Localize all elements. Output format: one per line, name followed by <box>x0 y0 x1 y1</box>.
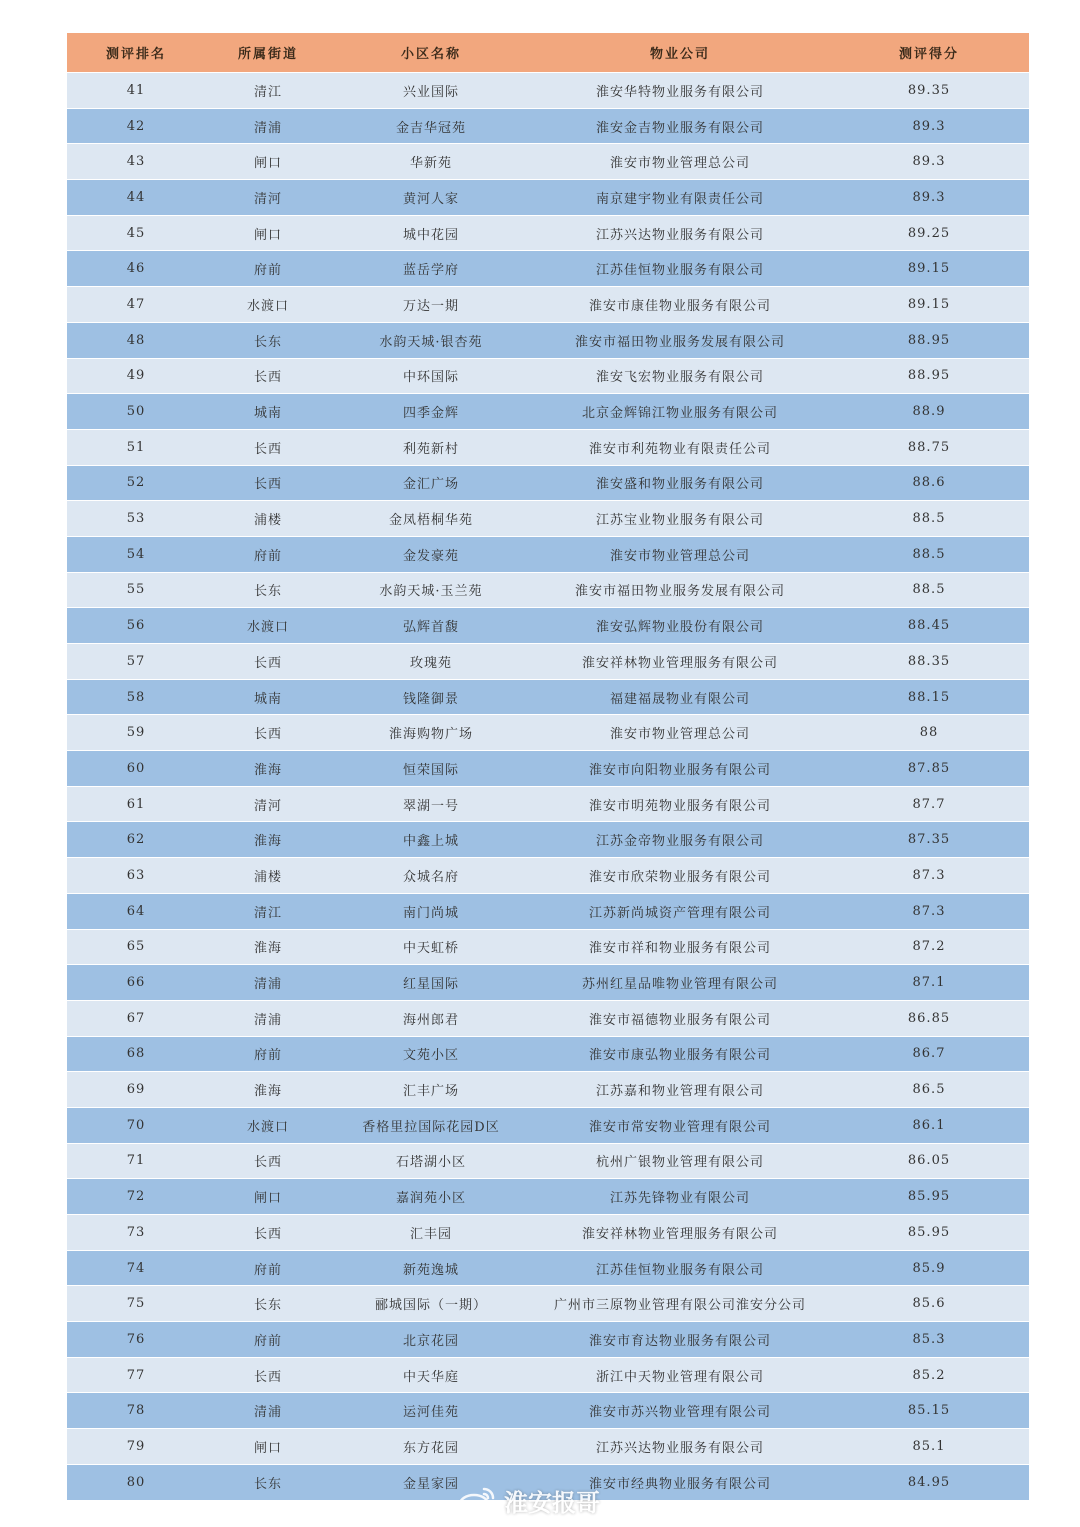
table-row <box>67 430 1029 466</box>
cell-rank: 59 <box>126 725 146 741</box>
cell-company: 江苏金帝物业服务有限公司 <box>595 834 764 850</box>
table-row <box>67 1179 1029 1215</box>
cell-rank: 79 <box>126 1438 146 1454</box>
cell-street: 浦楼 <box>253 869 282 885</box>
cell-community: 中环国际 <box>402 370 459 386</box>
cell-community: 石塔湖小区 <box>395 1155 466 1171</box>
cell-score: 89.35 <box>907 82 951 98</box>
cell-score: 86.1 <box>912 1117 946 1133</box>
cell-street: 闸口 <box>253 227 282 243</box>
cell-rank: 54 <box>126 546 146 562</box>
cell-company: 江苏兴达物业服务有限公司 <box>595 227 764 243</box>
watermark-text: 淮安报哥 <box>504 1488 600 1517</box>
table-row <box>67 359 1029 395</box>
cell-rank: 42 <box>126 118 146 134</box>
cell-company: 江苏佳恒物业服务有限公司 <box>595 263 764 279</box>
cell-score: 86.05 <box>907 1153 951 1169</box>
cell-community: 黄河人家 <box>402 191 459 207</box>
table-row <box>67 822 1029 858</box>
cell-company: 淮安市福田物业服务发展有限公司 <box>574 334 785 350</box>
cell-score: 87.3 <box>912 903 946 919</box>
cell-community: 郦城国际（一期） <box>374 1298 487 1314</box>
cell-score: 88.95 <box>907 332 951 348</box>
cell-rank: 70 <box>126 1117 146 1133</box>
cell-community: 众城名府 <box>402 869 459 885</box>
cell-community: 翠湖一号 <box>402 798 459 814</box>
cell-community: 香格里拉国际花园D区 <box>362 1119 500 1135</box>
cell-street: 长西 <box>253 370 282 386</box>
table-row <box>67 73 1029 109</box>
cell-company: 淮安市福田物业服务发展有限公司 <box>574 584 785 600</box>
table-row <box>67 715 1029 751</box>
table-row <box>67 1144 1029 1180</box>
table-row <box>67 144 1029 180</box>
cell-street: 闸口 <box>253 1191 282 1207</box>
cell-company: 淮安市物业管理总公司 <box>609 156 750 172</box>
cell-company: 淮安市苏兴物业管理有限公司 <box>588 1405 771 1421</box>
cell-rank: 64 <box>126 903 146 919</box>
cell-street: 淮海 <box>253 1084 282 1100</box>
cell-community: 红星国际 <box>402 977 459 993</box>
cell-community: 淮海购物广场 <box>388 727 473 743</box>
weibo-icon <box>458 1485 496 1515</box>
cell-street: 淮海 <box>253 834 282 850</box>
cell-rank: 58 <box>126 689 146 705</box>
cell-company: 淮安市育达物业服务有限公司 <box>588 1333 771 1349</box>
cell-community: 恒荣国际 <box>402 762 459 778</box>
cell-rank: 68 <box>126 1046 146 1062</box>
cell-score: 85.1 <box>912 1438 946 1454</box>
cell-street: 长东 <box>253 584 282 600</box>
cell-street: 淮海 <box>253 762 282 778</box>
cell-community: 新苑逸城 <box>402 1262 459 1278</box>
table-row <box>67 1037 1029 1073</box>
cell-street: 城南 <box>253 691 282 707</box>
cell-rank: 72 <box>126 1189 146 1205</box>
table-row <box>67 894 1029 930</box>
cell-score: 88.45 <box>907 618 951 634</box>
cell-score: 84.95 <box>907 1474 951 1490</box>
cell-street: 淮海 <box>253 941 282 957</box>
table-row <box>67 394 1029 430</box>
cell-score: 89.3 <box>912 118 946 134</box>
cell-company: 杭州广银物业管理有限公司 <box>595 1155 764 1171</box>
cell-company: 北京金辉锦江物业服务有限公司 <box>581 406 778 422</box>
cell-rank: 46 <box>126 261 146 277</box>
cell-score: 89.15 <box>907 296 951 312</box>
cell-street: 长西 <box>253 727 282 743</box>
cell-community: 华新苑 <box>409 156 452 172</box>
cell-rank: 47 <box>126 296 146 312</box>
cell-score: 85.95 <box>907 1224 951 1240</box>
cell-community: 兴业国际 <box>402 84 459 100</box>
cell-street: 清江 <box>253 84 282 100</box>
cell-street: 府前 <box>253 548 282 564</box>
table-row <box>67 501 1029 537</box>
table-row <box>67 1108 1029 1144</box>
table-row <box>67 1286 1029 1322</box>
cell-company: 淮安祥林物业管理服务有限公司 <box>581 1226 778 1242</box>
header-score: 测评得分 <box>898 47 959 62</box>
cell-community: 四季金辉 <box>402 406 459 422</box>
cell-company: 淮安市利苑物业有限责任公司 <box>588 441 771 457</box>
cell-score: 85.9 <box>912 1260 946 1276</box>
cell-score: 89.25 <box>907 225 951 241</box>
cell-street: 长东 <box>253 1298 282 1314</box>
cell-community: 文苑小区 <box>402 1048 459 1064</box>
cell-street: 长西 <box>253 655 282 671</box>
cell-rank: 76 <box>126 1331 146 1347</box>
cell-rank: 61 <box>126 796 146 812</box>
cell-company: 淮安市向阳物业服务有限公司 <box>588 762 771 778</box>
table-row <box>67 216 1029 252</box>
cell-rank: 63 <box>126 867 146 883</box>
cell-score: 85.95 <box>907 1189 951 1205</box>
cell-community: 钱隆御景 <box>402 691 459 707</box>
table-row <box>67 787 1029 823</box>
cell-company: 浙江中天物业管理有限公司 <box>595 1369 764 1385</box>
cell-rank: 73 <box>126 1224 146 1240</box>
cell-community: 金星家园 <box>402 1476 459 1492</box>
cell-rank: 49 <box>126 368 146 384</box>
cell-rank: 57 <box>126 653 146 669</box>
table-row <box>67 323 1029 359</box>
table-row <box>67 608 1029 644</box>
cell-company: 苏州红星品唯物业管理有限公司 <box>581 977 778 993</box>
cell-community: 金吉华冠苑 <box>395 120 466 136</box>
cell-community: 玫瑰苑 <box>409 655 452 671</box>
cell-company: 淮安金吉物业服务有限公司 <box>595 120 764 136</box>
cell-company: 淮安市经典物业服务有限公司 <box>588 1476 771 1492</box>
cell-score: 87.85 <box>907 760 951 776</box>
cell-street: 城南 <box>253 406 282 422</box>
cell-company: 淮安市康佳物业服务有限公司 <box>588 298 771 314</box>
cell-community: 城中花园 <box>402 227 459 243</box>
cell-street: 水渡口 <box>246 620 289 636</box>
cell-rank: 66 <box>126 975 146 991</box>
cell-community: 水韵天城·玉兰苑 <box>379 584 483 600</box>
cell-street: 长东 <box>253 1476 282 1492</box>
cell-score: 88.6 <box>912 475 946 491</box>
cell-company: 广州市三原物业管理有限公司淮安分公司 <box>553 1298 806 1314</box>
table-row <box>67 1429 1029 1465</box>
cell-company: 淮安市常安物业管理有限公司 <box>588 1119 771 1135</box>
cell-score: 85.15 <box>907 1403 951 1419</box>
cell-street: 长西 <box>253 1155 282 1171</box>
cell-street: 长西 <box>253 477 282 493</box>
table-row <box>67 251 1029 287</box>
cell-community: 万达一期 <box>402 298 459 314</box>
cell-rank: 56 <box>126 618 146 634</box>
cell-rank: 45 <box>126 225 146 241</box>
cell-community: 水韵天城·银杏苑 <box>379 334 483 350</box>
cell-community: 弘辉首馥 <box>402 620 459 636</box>
cell-company: 福建福晟物业有限公司 <box>609 691 750 707</box>
table-row <box>67 1393 1029 1429</box>
cell-community: 中天华庭 <box>402 1369 459 1385</box>
cell-street: 清浦 <box>253 1405 282 1421</box>
cell-street: 水渡口 <box>246 1119 289 1135</box>
cell-street: 水渡口 <box>246 298 289 314</box>
cell-street: 清浦 <box>253 120 282 136</box>
cell-score: 85.6 <box>912 1296 946 1312</box>
cell-street: 清浦 <box>253 1012 282 1028</box>
cell-community: 嘉润苑小区 <box>395 1191 466 1207</box>
cell-company: 淮安市欣荣物业服务有限公司 <box>588 869 771 885</box>
cell-rank: 53 <box>126 511 146 527</box>
cell-community: 蓝岳学府 <box>402 263 459 279</box>
cell-rank: 48 <box>126 332 146 348</box>
cell-community: 汇丰园 <box>409 1226 452 1242</box>
cell-rank: 67 <box>126 1010 146 1026</box>
cell-street: 浦楼 <box>253 513 282 529</box>
cell-rank: 69 <box>126 1082 146 1098</box>
cell-score: 87.3 <box>912 867 946 883</box>
cell-score: 87.35 <box>907 832 951 848</box>
table-row <box>67 573 1029 609</box>
cell-score: 87.2 <box>912 939 946 955</box>
cell-street: 清河 <box>253 798 282 814</box>
cell-score: 88.35 <box>907 653 951 669</box>
cell-community: 中天虹桥 <box>402 941 459 957</box>
cell-company: 江苏佳恒物业服务有限公司 <box>595 1262 764 1278</box>
cell-company: 江苏宝业物业服务有限公司 <box>595 513 764 529</box>
ranking-table <box>67 33 1029 1501</box>
table-row <box>67 466 1029 502</box>
cell-company: 淮安市福德物业服务有限公司 <box>588 1012 771 1028</box>
cell-score: 87.7 <box>912 796 946 812</box>
cell-community: 利苑新村 <box>402 441 459 457</box>
cell-score: 88.5 <box>912 511 946 527</box>
cell-rank: 78 <box>126 1403 146 1419</box>
cell-rank: 77 <box>126 1367 146 1383</box>
cell-score: 88.9 <box>912 404 946 420</box>
header-street: 所属街道 <box>237 47 298 62</box>
cell-score: 86.7 <box>912 1046 946 1062</box>
cell-company: 淮安弘辉物业股份有限公司 <box>595 620 764 636</box>
cell-community: 南门尚城 <box>402 905 459 921</box>
cell-rank: 52 <box>126 475 146 491</box>
cell-rank: 60 <box>126 760 146 776</box>
header-company: 物业公司 <box>649 47 710 62</box>
cell-street: 闸口 <box>253 1440 282 1456</box>
table-row <box>67 537 1029 573</box>
cell-company: 江苏嘉和物业管理有限公司 <box>595 1084 764 1100</box>
cell-rank: 44 <box>126 189 146 205</box>
cell-community: 汇丰广场 <box>402 1084 459 1100</box>
table-row <box>67 1001 1029 1037</box>
cell-community: 海州郎君 <box>402 1012 459 1028</box>
cell-street: 府前 <box>253 1262 282 1278</box>
cell-company: 江苏新尚城资产管理有限公司 <box>588 905 771 921</box>
cell-rank: 80 <box>126 1474 146 1490</box>
table-row <box>67 1251 1029 1287</box>
cell-street: 清江 <box>253 905 282 921</box>
cell-community: 金汇广场 <box>402 477 459 493</box>
table-row <box>67 930 1029 966</box>
cell-company: 淮安祥林物业管理服务有限公司 <box>581 655 778 671</box>
cell-score: 86.85 <box>907 1010 951 1026</box>
table-row <box>67 965 1029 1001</box>
table-row <box>67 858 1029 894</box>
cell-street: 府前 <box>253 1048 282 1064</box>
table-row <box>67 1072 1029 1108</box>
cell-community: 金发豪苑 <box>402 548 459 564</box>
cell-company: 江苏先锋物业有限公司 <box>609 1191 750 1207</box>
cell-rank: 43 <box>126 154 146 170</box>
cell-community: 中鑫上城 <box>402 834 459 850</box>
table-row <box>67 1322 1029 1358</box>
table-row <box>67 287 1029 323</box>
cell-score: 85.3 <box>912 1331 946 1347</box>
header-community: 小区名称 <box>400 47 461 62</box>
cell-community: 运河佳苑 <box>402 1405 459 1421</box>
cell-score: 89.15 <box>907 261 951 277</box>
cell-street: 府前 <box>253 1333 282 1349</box>
cell-company: 淮安盛和物业服务有限公司 <box>595 477 764 493</box>
cell-street: 清浦 <box>253 977 282 993</box>
cell-score: 88.15 <box>907 689 951 705</box>
table-row <box>67 1215 1029 1251</box>
cell-community: 北京花园 <box>402 1333 459 1349</box>
cell-rank: 51 <box>126 439 146 455</box>
table-row <box>67 1358 1029 1394</box>
cell-rank: 71 <box>126 1153 146 1169</box>
cell-company: 淮安市物业管理总公司 <box>609 727 750 743</box>
cell-rank: 75 <box>126 1296 146 1312</box>
table-header <box>67 33 1029 73</box>
cell-score: 87.1 <box>912 975 946 991</box>
cell-street: 长西 <box>253 441 282 457</box>
cell-company: 淮安市康弘物业服务有限公司 <box>588 1048 771 1064</box>
cell-street: 府前 <box>253 263 282 279</box>
cell-score: 88.5 <box>912 546 946 562</box>
cell-street: 清河 <box>253 191 282 207</box>
cell-score: 88.95 <box>907 368 951 384</box>
cell-street: 长西 <box>253 1226 282 1242</box>
cell-rank: 74 <box>126 1260 146 1276</box>
cell-rank: 65 <box>126 939 146 955</box>
cell-company: 南京建宇物业有限责任公司 <box>595 191 764 207</box>
cell-company: 淮安市明苑物业服务有限公司 <box>588 798 771 814</box>
cell-score: 86.5 <box>912 1082 946 1098</box>
cell-company: 江苏兴达物业服务有限公司 <box>595 1440 764 1456</box>
table-body <box>67 73 1029 1501</box>
cell-rank: 55 <box>126 582 146 598</box>
cell-score: 88 <box>919 725 939 741</box>
cell-community: 金凤梧桐华苑 <box>388 513 473 529</box>
table-row <box>67 180 1029 216</box>
cell-community: 东方花园 <box>402 1440 459 1456</box>
cell-score: 89.3 <box>912 154 946 170</box>
cell-company: 淮安飞宏物业服务有限公司 <box>595 370 764 386</box>
cell-company: 淮安华特物业服务有限公司 <box>595 84 764 100</box>
cell-street: 长东 <box>253 334 282 350</box>
cell-company: 淮安市物业管理总公司 <box>609 548 750 564</box>
cell-company: 淮安市祥和物业服务有限公司 <box>588 941 771 957</box>
table-row <box>67 644 1029 680</box>
cell-score: 88.5 <box>912 582 946 598</box>
cell-score: 85.2 <box>912 1367 946 1383</box>
weibo-watermark <box>458 1480 600 1520</box>
cell-score: 89.3 <box>912 189 946 205</box>
cell-street: 闸口 <box>253 156 282 172</box>
table-row <box>67 109 1029 145</box>
cell-rank: 41 <box>126 82 146 98</box>
table-row <box>67 751 1029 787</box>
cell-rank: 50 <box>126 404 146 420</box>
header-rank: 测评排名 <box>105 47 166 62</box>
cell-street: 长西 <box>253 1369 282 1385</box>
cell-score: 88.75 <box>907 439 951 455</box>
cell-rank: 62 <box>126 832 146 848</box>
table-row <box>67 680 1029 716</box>
